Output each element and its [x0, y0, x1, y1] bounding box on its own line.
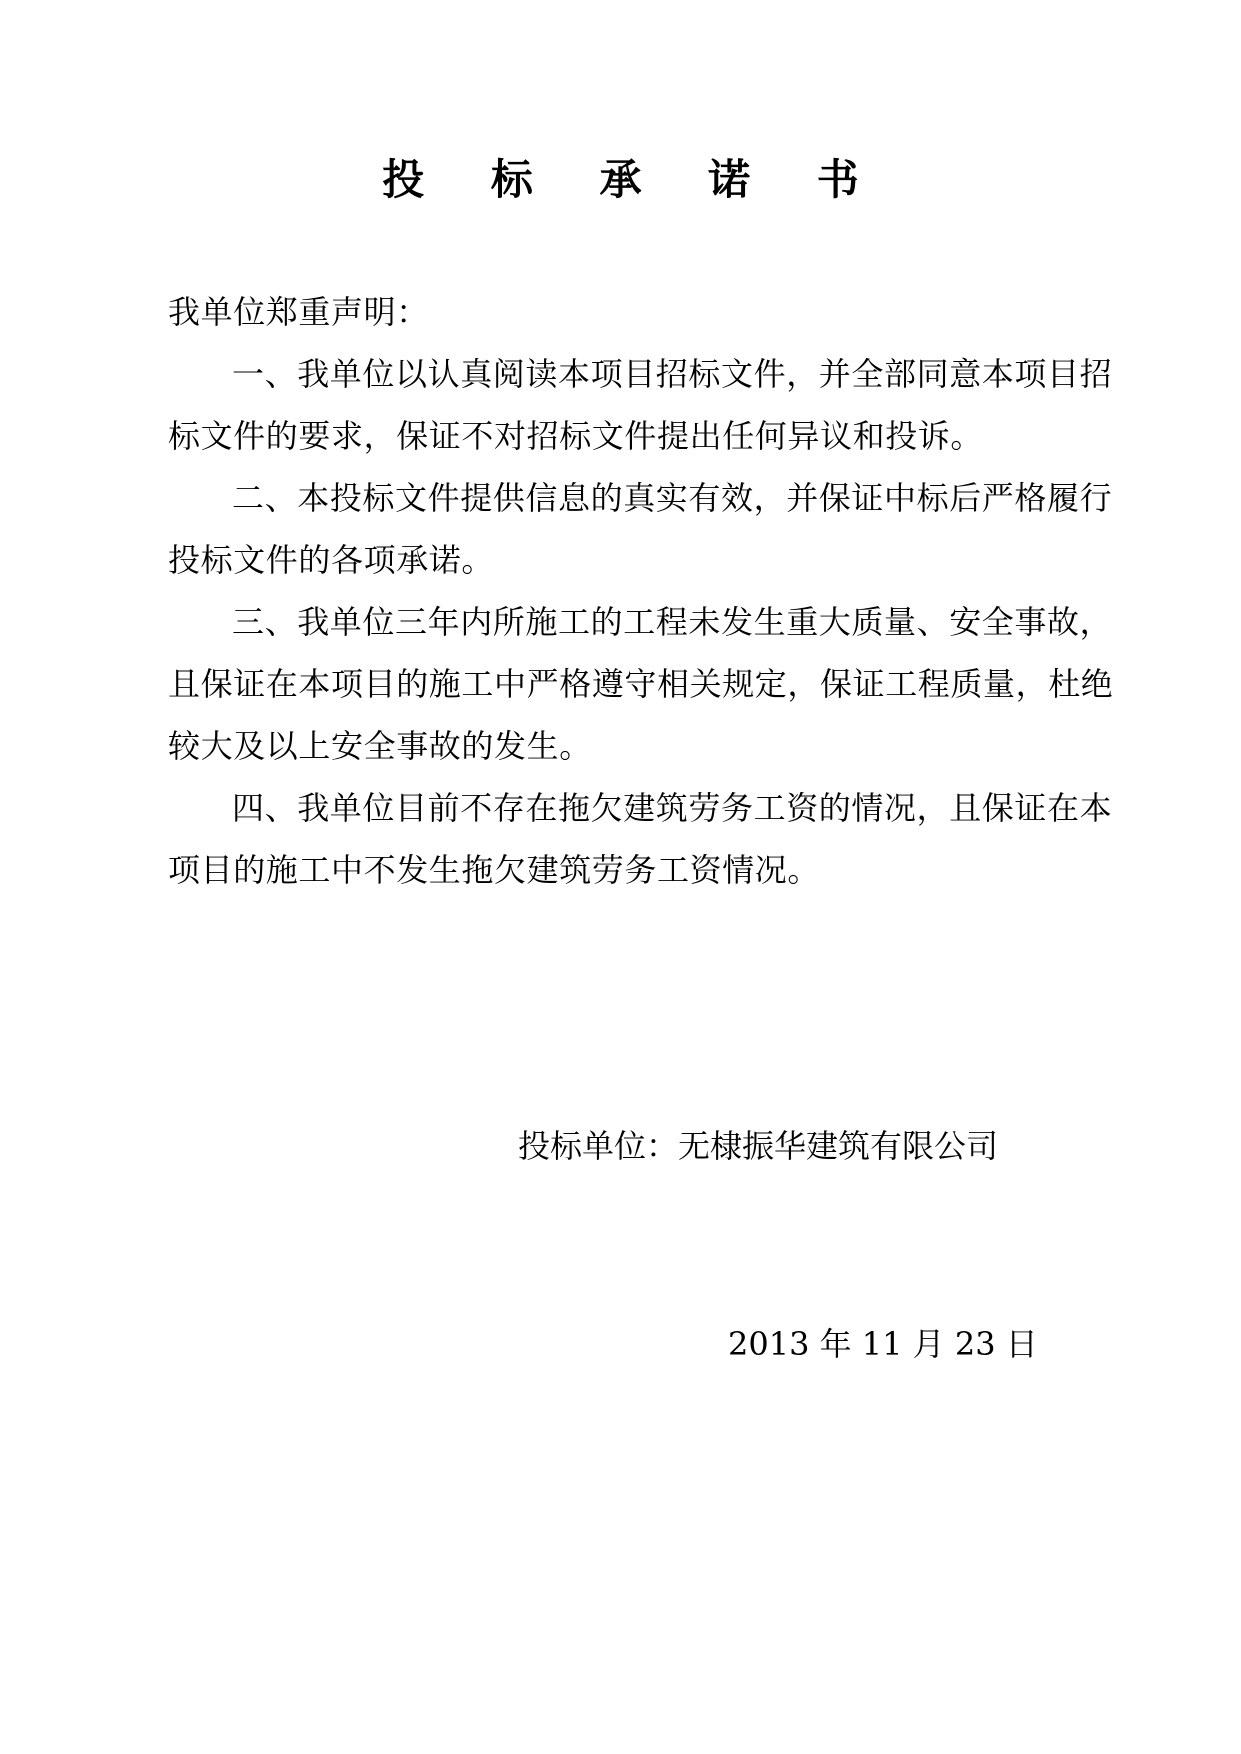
document-date: 2013 年 11 月 23 日 [728, 1325, 1038, 1363]
bidder-signature: 投标单位：无棣振华建筑有限公司 [518, 1127, 999, 1165]
salutation: 我单位郑重声明： [168, 293, 429, 331]
document-body [168, 281, 1130, 901]
document-title: 投 标 承 诺 书 [382, 155, 885, 204]
paragraph-4: 四、我单位目前不存在拖欠建筑劳务工资的情况，且保证在本项目的施工中不发生拖欠建筑劳务工资情况。 [168, 789, 1113, 889]
paragraph-1: 一、我单位以认真阅读本项目招标文件，并全部同意本项目招标文件的要求，保证不对招标文件提出任何异议和投诉。 [168, 355, 1113, 455]
paragraph-3: 三、我单位三年内所施工的工程未发生重大质量、安全事故，且保证在本项目的施工中严格遵守相关规定，保证工程质量，杜绝较大及以上安全事故的发生。 [168, 603, 1114, 765]
paragraph-2: 二、本投标文件提供信息的真实有效，并保证中标后严格履行投标文件的各项承诺。 [168, 479, 1113, 579]
